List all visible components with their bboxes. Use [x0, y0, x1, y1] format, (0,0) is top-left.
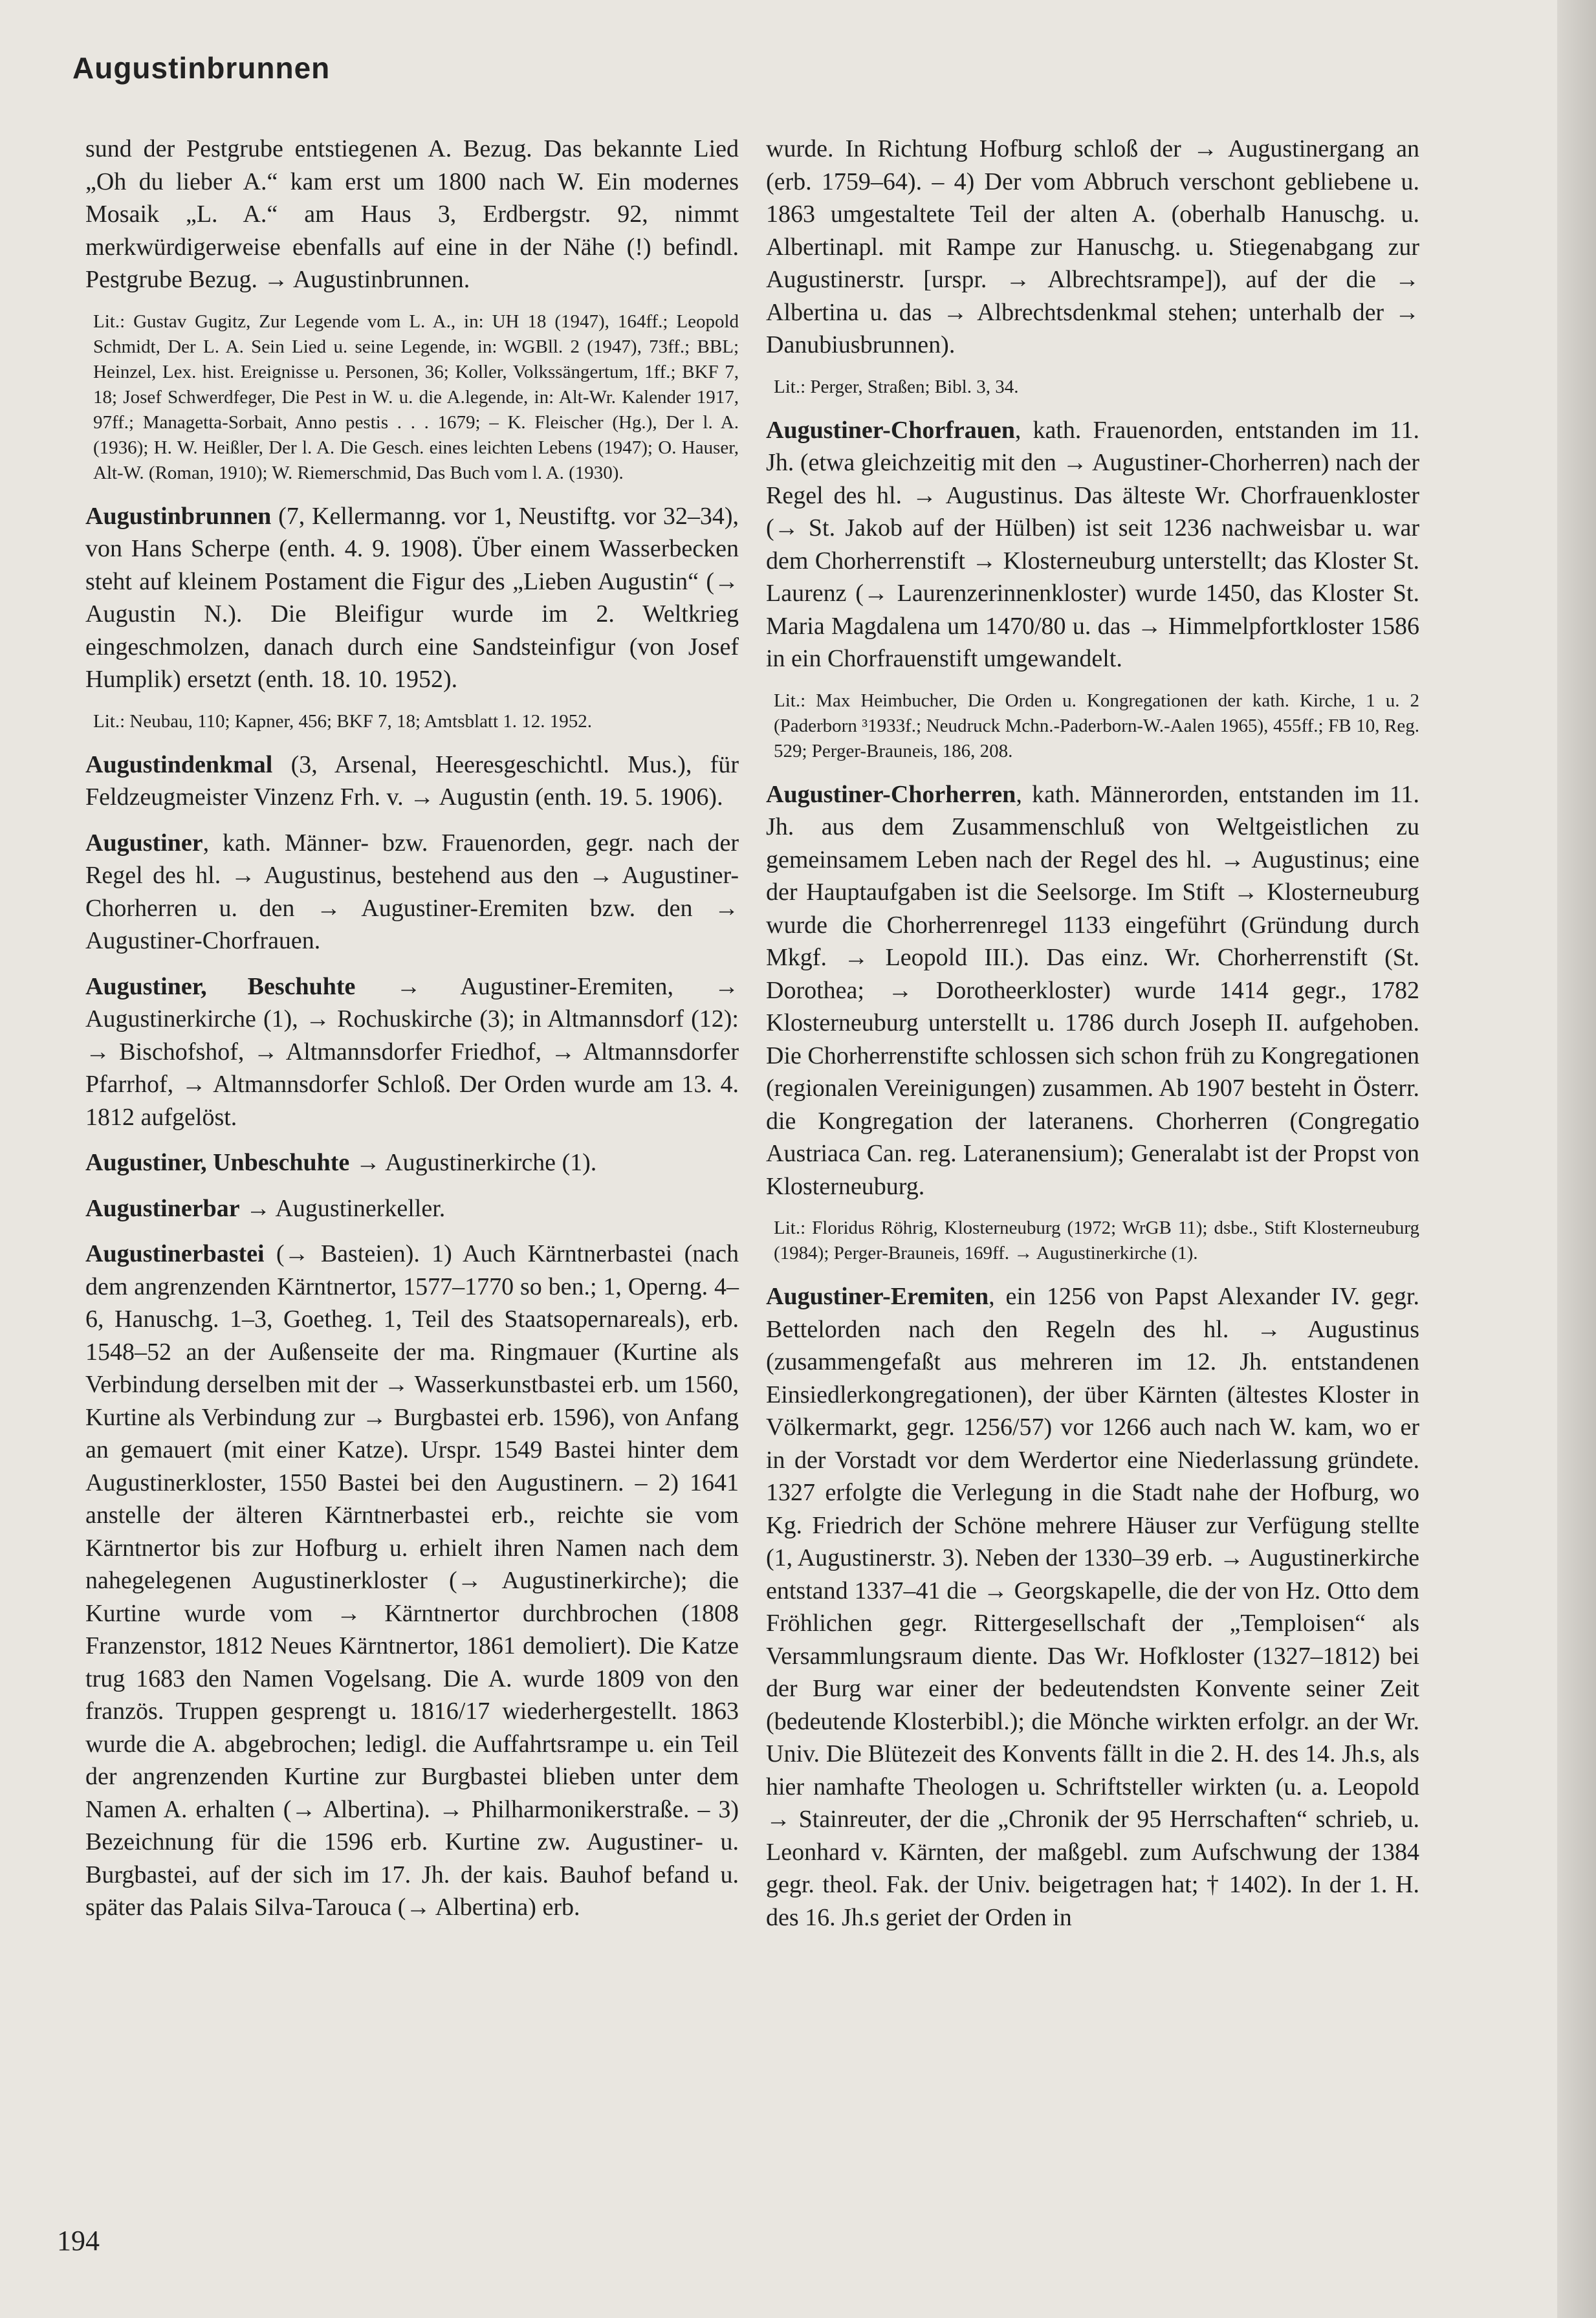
entry-text: → Augustinerkeller. [239, 1194, 446, 1222]
entry-text: (7, Kellermanng. vor 1, Neustiftg. vor 32–34), von Hans Scherpe (enth. 4. 9. 1908). Über einem Wasserbecken steht auf kleinem Postament die Figur des „Lieben Augustin“ (→ Augustin N.). Die Bleifigur wurde im 2. Weltkrieg eingeschmolzen, danach durch eine Sandsteinfigur (von Josef Humplik) ersetzt (enth. 18. 10. 1952). [85, 502, 739, 693]
entry-augustiner-chorfrauen [766, 414, 1419, 675]
literature-note: Lit.: Floridus Röhrig, Klosterneuburg (1972; WrGB 11); dsbe., Stift Klosterneuburg (1984); Perger-Brauneis, 169ff. → Augustinerkirche (1). [774, 1218, 1419, 1263]
entry-text: wurde. In Richtung Hofburg schloß der → Augustinergang an (erb. 1759–64). – 4) Der vom Abbruch verschont gebliebene u. 1863 umgestaltete Teil der alten A. (oberhalb Hanuschg. u. Albertinapl. mit Rampe zur Hanuschg. u. Stiegenabgang zur Augustinerstr. [urspr. → Albrechtsrampe]), auf der die → Albertina u. das → Albrechtsdenkmal stehen; unterhalb der → Danubiusbrunnen). [766, 135, 1419, 358]
entry-intro [85, 133, 739, 296]
literature-note: Lit.: Perger, Straßen; Bibl. 3, 34. [774, 376, 1019, 397]
entry-text: → Augustiner-Eremiten, → Augustinerkirche (1), → Rochuskirche (3); in Altmannsdorf (12): → Bischofshof, → Altmannsdorfer Friedhof, → Altmannsdorfer Pfarrhof, → Altmannsdorfer Schloß. Der Orden wurde am 13. 4. 1812 aufgelöst. [85, 972, 739, 1131]
left-column [85, 133, 739, 1937]
entry-augustiner-chorherren [766, 778, 1419, 1203]
entry-augustinerbar [85, 1192, 739, 1225]
headword: Augustindenkmal [85, 750, 273, 778]
headword: Augustinbrunnen [85, 502, 272, 530]
headword: Augustiner, Beschuhte [85, 972, 356, 1000]
entry-augustiner-unbeschuhte [85, 1146, 739, 1179]
headword: Augustiner-Chorherren [766, 780, 1016, 808]
entry-augustinerbastei [85, 1238, 739, 1924]
entry-text: sund der Pestgrube entstiegenen A. Bezug. Das bekannte Lied „Oh du lieber A.“ kam erst um 1800 nach W. Ein modernes Mosaik „L. A.“ am Haus 3, Erdbergstr. 92, nimmt merkwürdigerweise ebenfalls auf eine in der Nähe (!) befindl. Pestgrube Bezug. → Augustinbrunnen. [85, 135, 739, 293]
entry-text: , ein 1256 von Papst Alexander IV. gegr. Bettelorden nach den Regeln des hl. → Augustinus (zusammengefaßt aus mehreren im 12. Jh. entstandenen Einsiedlerkongregationen), der über Kärnten (ältestes Kloster in Völkermarkt, gegr. 1256/57) vor 1266 auch nach W. kam, wo er in der Vorstadt vor dem Werdertor eine Niederlassung gründete. 1327 erfolgte die Verlegung in die Stadt nahe der Hofburg, wo Kg. Friedrich der Schöne mehrere Häuser zur Verfügung stellte (1, Augustinerstr. 3). Neben der 1330–39 erb. → Augustinerkirche entstand 1337–41 die → Georgskapelle, die der von Hz. Otto dem Fröhlichen gegr. Rittergesellschaft der „Temploisen“ als Versammlungsraum diente. Das Wr. Hofkloster (1327–1812) bei der Burg war einer der bedeutendsten Konvente seiner Zeit (bedeutende Klosterbibl.); die Mönche wirkten erfolgr. an der Wr. Univ. Die Blütezeit des Konvents fällt in die 2. H. des 14. Jh.s, als hier namhafte Theologen u. Schriftsteller wirkten (u. a. Leopold → Stainreuter, der die „Chronik der 95 Herrschaften“ schrieb, u. Leonhard v. Kärnten, der maßgebl. zum Aufschwung der 1384 gegr. theol. Fak. der Univ. beigetragen hat; † 1402). In der 1. H. des 16. Jh.s geriet der Orden in [766, 1283, 1419, 1931]
headword: Augustiner-Chorfrauen [766, 416, 1015, 444]
entry-augustinbrunnen [85, 500, 739, 696]
literature-note: Lit.: Neubau, 110; Kapner, 456; BKF 7, 18; Amtsblatt 1. 12. 1952. [93, 710, 593, 732]
entry-augustiner [85, 827, 739, 957]
entry-continuation [766, 133, 1419, 362]
entry-augustindenkmal [85, 749, 739, 814]
entry-augustiner-eremiten [766, 1280, 1419, 1934]
headword: Augustiner, Unbeschuhte [85, 1149, 350, 1176]
running-head: Augustinbrunnen [72, 51, 331, 85]
page-number: 194 [57, 2225, 100, 2257]
headword: Augustinerbastei [85, 1240, 265, 1267]
literature-note: Lit.: Max Heimbucher, Die Orden u. Kongregationen der kath. Kirche, 1 u. 2 (Paderborn ³1933f.; Neudruck Mchn.-Paderborn-W.-Aalen 1965), 455ff.; FB 10, Reg. 529; Perger-Brauneis, 186, 208. [774, 690, 1419, 761]
right-column [766, 133, 1419, 1947]
headword: Augustinerbar [85, 1194, 240, 1222]
headword: Augustiner [85, 829, 203, 857]
entry-augustiner-beschuhte [85, 970, 739, 1134]
headword: Augustiner-Eremiten [766, 1283, 989, 1310]
entry-text: , kath. Frauenorden, entstanden im 11. Jh. (etwa gleichzeitig mit den → Augustiner-Chorherren) nach der Regel des hl. → Augustinus. Das älteste Wr. Chorfrauenkloster (→ St. Jakob auf der Hülben) ist seit 1236 nachweisbar u. war dem Chorherrenstift → Klosterneuburg unterstellt; das Kloster St. Laurenz (→ Laurenzerinnenkloster) wurde 1450, das Kloster St. Maria Magdalena um 1470/80 u. das → Himmelpfortkloster 1586 in ein Chorfrauenstift umgewandelt. [766, 416, 1419, 672]
entry-text: (3, Arsenal, Heeresgeschichtl. Mus.), für Feldzeugmeister Vinzenz Frh. v. → Augustin (enth. 19. 5. 1906). [85, 750, 739, 811]
entry-text: , kath. Männerorden, entstanden im 11. Jh. aus dem Zusammenschluß von Weltgeistlichen zu gemeinsamem Leben nach der Regel des hl. → Augustinus; eine der Hauptaufgaben ist die Seelsorge. Im Stift → Klosterneuburg wurde die Chorherrenregel 1133 eingeführt (Gründung durch Mkgf. → Leopold III.). Das einz. Wr. Chorherrenstift (St. Dorothea; → Dorotheerkloster) wurde 1414 gegr., 1782 Klosterneuburg unterstellt u. 1786 durch Joseph II. aufgehoben. Die Chorherrenstifte schlossen sich schon früh zu Kongregationen (regionalen Vereinigungen) zusammen. Ab 1907 besteht in Österr. die Kongregation der lateranens. Chorherren (Congregatio Austriaca Can. reg. Lateranensium); Generalabt ist der Propst von Klosterneuburg. [766, 780, 1419, 1200]
entry-text: → Augustinerkirche (1). [349, 1149, 597, 1176]
entry-text: (→ Basteien). 1) Auch Kärntnerbastei (nach dem angrenzenden Kärntnertor, 1577–1770 so ben.; 1, Operng. 4–6, Hanuschg. 1–3, Goetheg. 1, Teil des Staatsopernareals), erb. 1548–52 an der Außenseite der ma. Ringmauer (Kurtine als Verbindung derselben mit der → Wasserkunstbastei erb. um 1560, Kurtine als Verbindung zur → Burgbastei erb. 1596), von Anfang an gemauert (mit einer Katze). Urspr. 1549 Bastei hinter dem Augustinerkloster, 1550 Bastei bei den Augustinern. – 2) 1641 anstelle der älteren Kärntnerbastei erb., reichte sie vom Kärntnertor bis zur Hofburg u. erhielt ihren Namen nach dem nahegelegenen Augustinerkloster (→ Augustinerkirche); die Kurtine wurde vom → Kärntnertor durchbrochen (1808 Franzenstor, 1812 Neues Kärntnertor, 1861 demoliert). Die Katze trug 1683 den Namen Vogelsang. Die A. wurde 1809 von den französ. Truppen gesprengt u. 1816/17 wiederhergestellt. 1863 wurde die A. abgebrochen; ledigl. die Auffahrtsrampe u. ein Teil der angrenzenden Kurtine zur Burgbastei blieben unter dem Namen A. erhalten (→ Albertina). → Philharmonikerstraße. – 3) Bezeichnung für die 1596 erb. Kurtine zw. Augustiner- u. Burgbastei, auf der sich im 17. Jh. der kais. Bauhof befand u. später das Palais Silva-Tarouca (→ Albertina) erb. [85, 1240, 739, 1921]
entry-text: , kath. Männer- bzw. Frauenorden, gegr. nach der Regel des hl. → Augustinus, bestehend aus den → Augustiner-Chorherren u. den → Augustiner-Eremiten bzw. den → Augustiner-Chorfrauen. [85, 829, 739, 954]
page-edge [1557, 0, 1596, 2318]
literature-note: Lit.: Gustav Gugitz, Zur Legende vom L. A., in: UH 18 (1947), 164ff.; Leopold Schmidt, Der L. A. Sein Lied u. seine Legende, in: WGBll. 2 (1947), 73ff.; BBL; Heinzel, Lex. hist. Ereignisse u. Personen, 36; Koller, Volkssängertum, 1ff.; BKF 7, 18; Josef Schwerdfeger, Die Pest in W. u. die A.legende, in: Alt-Wr. Kalender 1917, 97ff.; Managetta-Sorbait, Anno pestis . . . 1679; – K. Fleischer (Hg.), Der l. A. (1936); H. W. Heißler, Der l. A. Die Gesch. eines leichten Lebens (1947); O. Hauser, Alt-W. (Roman, 1910); W. Riemerschmid, Das Buch vom l. A. (1930). [93, 311, 739, 483]
